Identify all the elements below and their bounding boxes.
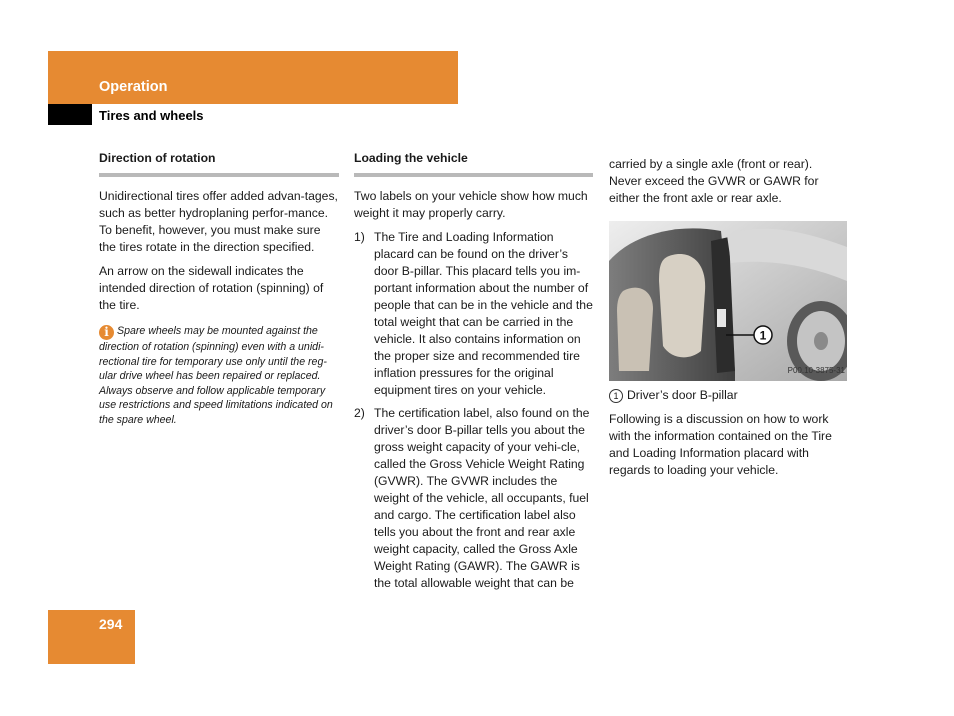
image-caption [609,387,847,404]
heading-direction-of-rotation: Direction of rotation [99,150,339,177]
list-item-number: 2) [354,406,365,420]
list-item-number: 1) [354,230,365,244]
paragraph-continuation: carried by a single axle (front or rear). Never exceed the GVWR or GAWR for either the front axle or rear axle. [609,157,819,205]
paragraph-following: Following is a discussion on how to work with the information contained on the Tire and Loading Information placard with regards to loading your vehicle. [609,412,832,477]
b-pillar-illustration [609,221,847,381]
section-title: Operation [99,79,168,95]
header-band [48,51,458,104]
column-loading-the-vehicle [354,150,593,598]
b-pillar-photo [609,221,847,381]
list-item [354,229,593,399]
caption-number: 1 [609,389,623,403]
paragraph-sidewall-arrow: An arrow on the sidewall indicates the intended direction of rotation (spinning) of the tire. [99,264,324,312]
paragraph-intro: Two labels on your vehicle show how much weight it may properly carry. [354,189,588,220]
label-list [354,229,593,592]
caption-text: Driver’s door B-pillar [627,388,738,402]
column-direction-of-rotation [99,150,339,428]
info-icon: i [99,325,114,340]
image-code: P00.10-3875-31 [787,366,845,375]
callout-number: 1 [759,328,767,343]
list-item-text: The Tire and Loading Information placard can be found on the driver’s door B-pillar. This placard tells you im-portant information about the number of people that can be in the vehicle and the total weight that can be carried in the vehicle. It also contains information on the proper size and recommended tire inflation pressures for the original equipment tires on your vehicle. [374,230,593,397]
page-number: 294 [99,616,123,632]
subsection-title: Tires and wheels [99,108,204,123]
info-note [99,324,339,428]
list-item-text: The certification label, also found on the driver’s door B-pillar tells you about the gross weight capacity of your vehi-cle, called the Gross Vehicle Weight Rating (GVWR). The GVWR includes the weight of the vehicle, all occupants, fuel and cargo. The certification label also tells you about the front and rear axle weight capacity, called the Gross Axle Weight Rating (GAWR). The GAWR is the total allowable weight that can be [374,406,590,590]
column-continuation [609,156,847,479]
list-item [354,405,593,592]
section-marker [48,104,92,125]
note-text: Spare wheels may be mounted against the direction of rotation (spinning) even with a unidi-rectional tire for temporary use only until the reg-ular drive wheel has been repaired or replaced. Always observe and follow applicable temporary use restrictions and speed limitations indicated on the spare wheel. [99,325,333,426]
heading-loading-the-vehicle: Loading the vehicle [354,150,593,177]
paragraph-unidirectional-tires: Unidirectional tires offer added advan-tages, such as better hydroplaning perfor-mance. To benefit, however, you must make sure the tires rotate in the direction specified. [99,189,338,254]
